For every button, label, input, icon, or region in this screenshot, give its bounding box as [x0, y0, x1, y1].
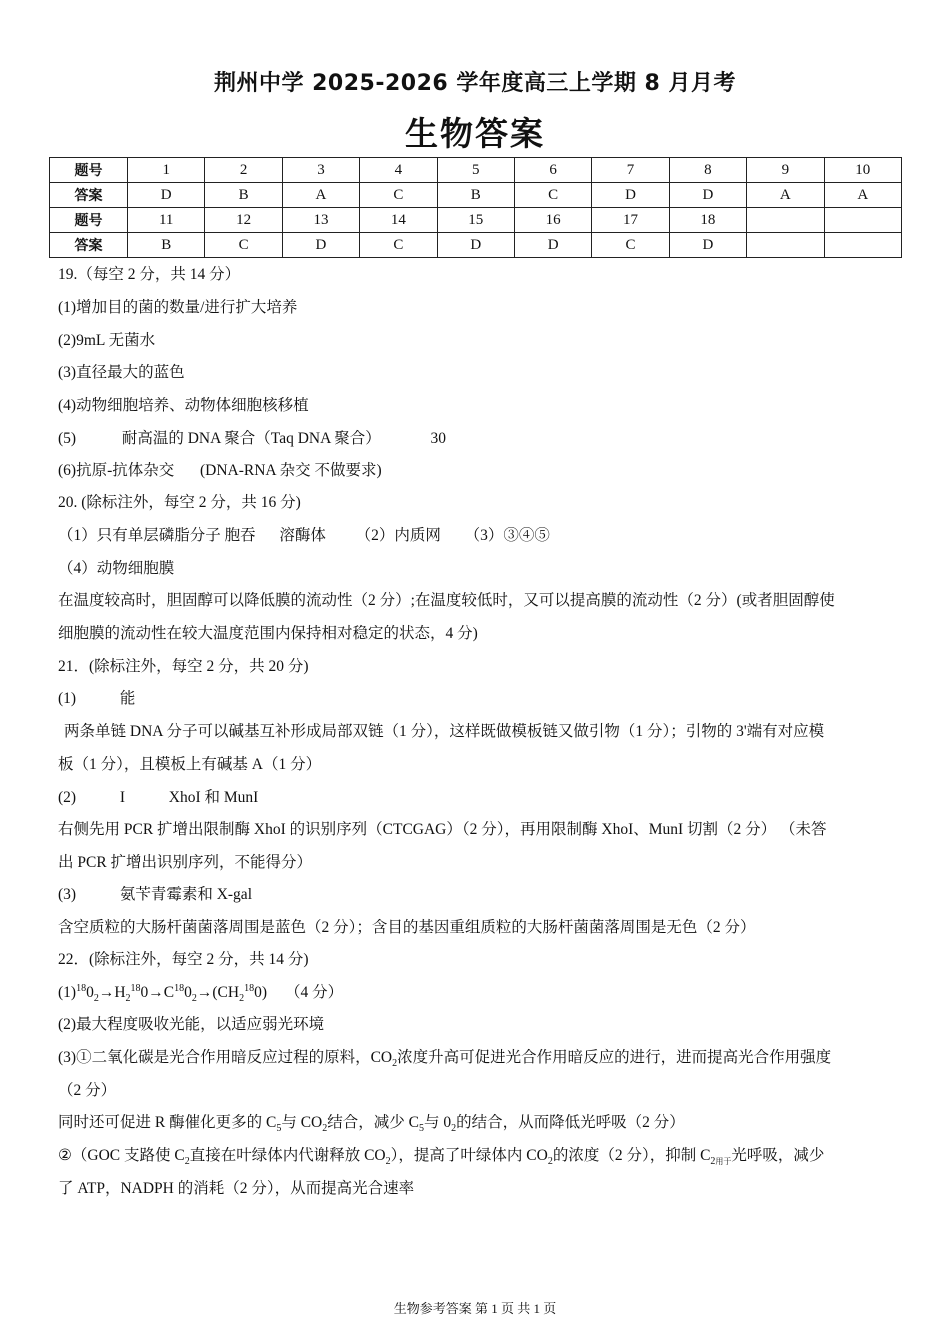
answer-cell: C: [360, 183, 437, 208]
answer-cell: B: [128, 233, 205, 258]
answer-cell: D: [514, 233, 591, 258]
answer-cell: D: [669, 233, 746, 258]
answer-cell: D: [437, 233, 514, 258]
q21-heading: 21．(除标注外，每空 2 分，共 20 分): [58, 658, 309, 675]
q22-answer-1: $(1)^{18}0_2\to H_2^{18}0\to C^{18}0_2\to(CH_2^{18}0)$ （4 分）: [58, 982, 344, 1005]
table-row: [50, 208, 902, 233]
q21-answer-7: [58, 882, 252, 904]
question-number: 6: [514, 158, 591, 183]
question-number: 16: [514, 208, 591, 233]
q22-answer-2: (2)最大程度吸收光能，以适应弱光环境: [58, 1016, 325, 1033]
answer-text: 能: [119, 690, 136, 707]
q20-answer-3: 在温度较高时，胆固醇可以降低膜的流动性（2 分）;在温度较低时，又可以提高膜的流动性（2 分）(或者胆固醇使: [58, 592, 835, 609]
question-number: 7: [592, 158, 669, 183]
answer-cell: D: [282, 233, 359, 258]
item-number: (2): [58, 789, 77, 806]
answer-text: 氨苄青霉素和 X-gal: [119, 886, 252, 903]
table-row: [50, 183, 902, 208]
q19-answer-4: (4)动物细胞培养、动物体细胞核移植: [58, 397, 309, 414]
question-number: 1: [128, 158, 205, 183]
q21-answer-2: 两条单链 DNA 分子可以碱基互补形成局部双链（1 分），这样既做模板链又做引物（1 分）；引物的 3'端有对应模: [64, 723, 825, 740]
q19-answer-1: (1)增加目的菌的数量/进行扩大培养: [58, 299, 298, 316]
note-text: (DNA-RNA 杂交 不做要求): [200, 462, 382, 479]
score-note: （4 分）: [285, 984, 344, 1001]
question-number: 5: [437, 158, 514, 183]
question-number: 4: [360, 158, 437, 183]
question-number: 18: [669, 208, 746, 233]
question-number: 13: [282, 208, 359, 233]
q20-answer-2: （4）动物细胞膜: [58, 560, 175, 577]
answer-cell: C: [360, 233, 437, 258]
answer-cell: A: [824, 183, 901, 208]
q19-answer-2: (2)9mL 无菌水: [58, 332, 156, 349]
q19-answer-3: (3)直径最大的蓝色: [58, 364, 185, 381]
answer-table: [49, 157, 902, 258]
q21-answer-3: 板（1 分），且模板上有碱基 A（1 分）: [58, 756, 322, 773]
table-row: [50, 158, 902, 183]
q22-answer-4: （2 分）: [58, 1082, 117, 1099]
table-row: [50, 233, 902, 258]
answer-text: 耐高温的 DNA 聚合（Taq DNA 聚合）: [121, 430, 381, 447]
q21-answer-1: [58, 686, 135, 708]
question-number: 17: [592, 208, 669, 233]
answer-cell: C: [205, 233, 282, 258]
answer-cell: C: [514, 183, 591, 208]
row-header: 答案: [50, 233, 128, 258]
item-number: (1): [58, 690, 77, 707]
q19-answer-6: [58, 458, 382, 480]
answer-text: (6)抗原-抗体杂交: [58, 462, 175, 479]
question-number: 11: [128, 208, 205, 233]
q21-answer-6: 出 PCR 扩增出识别序列，不能得分）: [58, 854, 313, 871]
q22-answer-7: 了 ATP，NADPH 的消耗（2 分），从而提高光合速率: [58, 1180, 415, 1197]
answer-text: （3）③④⑤: [464, 527, 550, 544]
answer-cell: A: [282, 183, 359, 208]
row-header: 答案: [50, 183, 128, 208]
question-number: 8: [669, 158, 746, 183]
q19-answer-5: [58, 426, 446, 448]
q19-heading: 19.（每空 2 分，共 14 分）: [58, 266, 241, 283]
q20-answer-4: 细胞膜的流动性在较大温度范围内保持相对稳定的状态，4 分): [58, 625, 478, 642]
q21-answer-5: 右侧先用 PCR 扩增出限制酶 XhoI 的识别序列（CTCGAG）（2 分），再用限制酶 XhoI、MunI 切割（2 分） （未答: [58, 821, 827, 838]
answer-cell: [747, 233, 824, 258]
row-header: 题号: [50, 158, 128, 183]
answer-text: 溶酶体: [279, 527, 326, 544]
page-title: 生物答案: [405, 114, 545, 153]
answer-cell: [824, 233, 901, 258]
question-number: 10: [824, 158, 901, 183]
q21-answer-8: 含空质粒的大肠杆菌菌落周围是蓝色（2 分）；含目的基因重组质粒的大肠杆菌菌落周围是无色（2 分）: [58, 919, 756, 936]
question-number: 15: [437, 208, 514, 233]
answer-text: XhoI 和 MunI: [168, 789, 259, 806]
row-header: 题号: [50, 208, 128, 233]
q22-heading: 22．(除标注外，每空 2 分，共 14 分): [58, 951, 309, 968]
item-number: (1): [58, 984, 77, 1001]
item-number: (3): [58, 886, 77, 903]
q21-answer-4: [58, 785, 258, 807]
answer-text: （1）只有单层磷脂分子 胞吞: [58, 527, 256, 544]
answer-cell: B: [205, 183, 282, 208]
answer-text: （2）内质网: [355, 527, 441, 544]
answer-cell: A: [747, 183, 824, 208]
page-footer: 生物参考答案 第 1 页 共 1 页: [393, 1301, 557, 1316]
answer-text: I: [119, 789, 125, 806]
q22-answer-5: 同时还可促进 R 酶催化更多的 $C_5$与 $CO_2$结合，减少 $C_5$与 $0_2$的结合，从而降低光呼吸（2 分）: [58, 1114, 685, 1135]
answer-cell: C: [592, 233, 669, 258]
answer-cell: D: [128, 183, 205, 208]
question-number: 9: [747, 158, 824, 183]
question-number: 12: [205, 208, 282, 233]
question-number: [824, 208, 901, 233]
answer-cell: D: [592, 183, 669, 208]
answer-text: 30: [430, 430, 447, 447]
q22-answer-6: ②（GOC 支路使 $C_2$直接在叶绿体内代谢释放 $CO_2$），提高了叶绿体内 $CO_2$的浓度（2 分），抑制 $C_{2用于}$光呼吸，减少: [58, 1147, 825, 1168]
exam-title: 荆州中学 2025-2026 学年度高三上学期 8 月月考: [213, 71, 737, 96]
q22-answer-3: (3)①二氧化碳是光合作用暗反应过程的原料，$CO_2$浓度升高可促进光合作用暗反应的进行，进而提高光合作用强度: [58, 1049, 832, 1070]
question-number: 3: [282, 158, 359, 183]
q20-answer-1: [58, 523, 550, 545]
answer-cell: B: [437, 183, 514, 208]
question-number: 2: [205, 158, 282, 183]
question-number: 14: [360, 208, 437, 233]
item-number: (5): [58, 430, 77, 447]
answer-cell: D: [669, 183, 746, 208]
q20-heading: 20. (除标注外，每空 2 分，共 16 分): [58, 494, 301, 511]
question-number: [747, 208, 824, 233]
